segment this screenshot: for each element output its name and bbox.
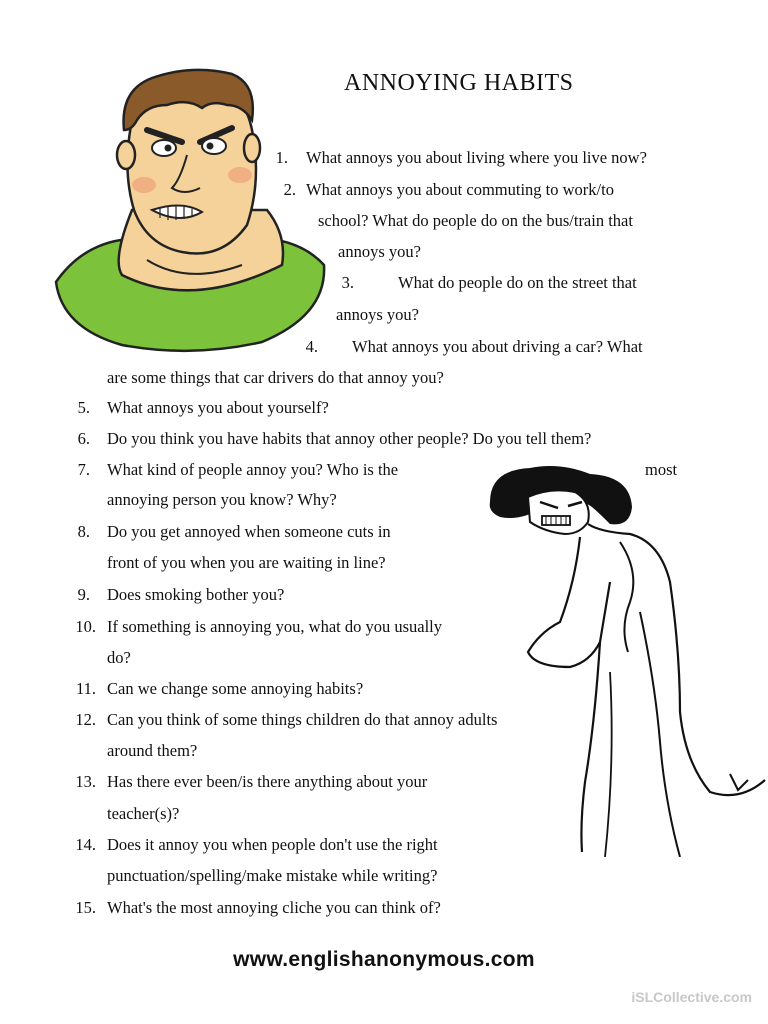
- question-text: annoying person you know? Why?: [107, 490, 337, 509]
- question-text: annoys you?: [338, 242, 421, 261]
- question-text: around them?: [107, 741, 198, 760]
- question-text: Can we change some annoying habits?: [107, 679, 364, 698]
- question-number: 3.: [341, 273, 354, 292]
- question-text: front of you when you are waiting in line?: [107, 553, 386, 572]
- question-text: What annoys you about commuting to work/to: [306, 180, 614, 199]
- question-number: 11.: [75, 679, 96, 698]
- question-text: do?: [107, 648, 131, 667]
- question-text: What do people do on the street that: [398, 273, 637, 292]
- question-number: 15.: [75, 898, 96, 917]
- question-text: What kind of people annoy you? Who is the: [107, 460, 399, 479]
- question-text: What's the most annoying cliche you can think of?: [107, 898, 441, 917]
- question-text: annoys you?: [336, 305, 419, 324]
- question-number: 14.: [75, 835, 96, 854]
- question-text: most: [645, 460, 678, 479]
- question-number: 10.: [75, 617, 96, 636]
- question-text: Has there ever been/is there anything about your: [107, 772, 428, 791]
- question-text: What annoys you about yourself?: [107, 398, 329, 417]
- question-text: If something is annoying you, what do you usually: [107, 617, 443, 636]
- page-title: ANNOYING HABITS: [344, 70, 574, 96]
- question-number: 9.: [77, 585, 90, 604]
- angry-woman-illustration: [480, 462, 768, 857]
- question-number: 2.: [283, 180, 296, 199]
- question-number: 4.: [305, 337, 318, 356]
- question-text: Does smoking bother you?: [107, 585, 285, 604]
- question-text: Do you think you have habits that annoy other people? Do you tell them?: [107, 429, 592, 448]
- question-text: punctuation/spelling/make mistake while writing?: [107, 866, 438, 885]
- question-text: Can you think of some things children do that annoy adults: [107, 710, 498, 729]
- question-number: 5.: [77, 398, 90, 417]
- question-number: 12.: [75, 710, 96, 729]
- angry-man-illustration: [52, 60, 327, 355]
- watermark: iSLCollective.com: [631, 989, 752, 1005]
- question-number: 1.: [275, 148, 288, 167]
- question-number: 13.: [75, 772, 96, 791]
- question-text: school? What do people do on the bus/train that: [318, 211, 633, 230]
- question-text: are some things that car drivers do that annoy you?: [107, 368, 444, 387]
- question-text: Does it annoy you when people don't use the right: [107, 835, 438, 854]
- question-text: What annoys you about driving a car? What: [352, 337, 643, 356]
- question-text: teacher(s)?: [107, 804, 180, 823]
- question-number: 6.: [77, 429, 90, 448]
- question-text: Do you get annoyed when someone cuts in: [107, 522, 391, 541]
- question-number: 7.: [77, 460, 90, 479]
- question-number: 8.: [77, 522, 90, 541]
- question-text: What annoys you about living where you live now?: [306, 148, 647, 167]
- website-url: www.englishanonymous.com: [233, 948, 535, 971]
